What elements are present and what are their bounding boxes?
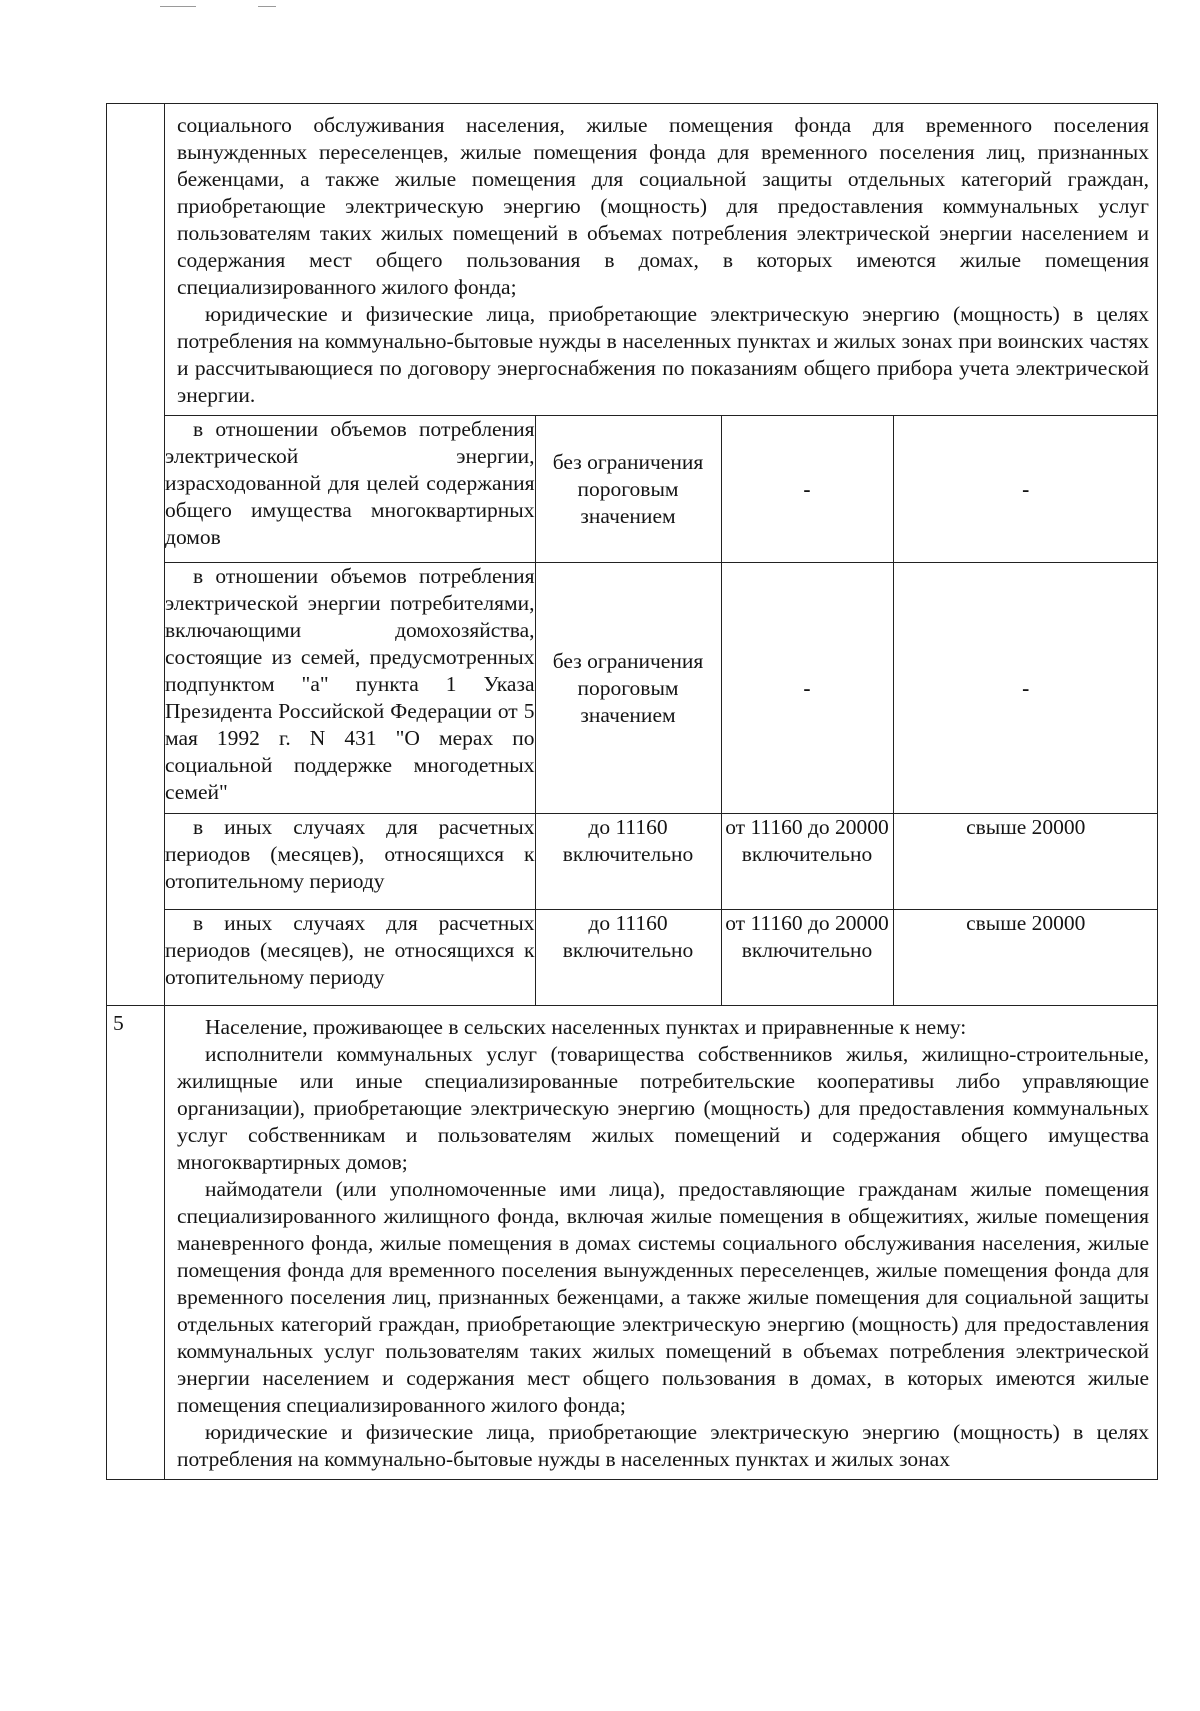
paragraph: наймодатели (или уполномоченные ими лица), предоставляющие гражданам жилые помещения специализированного жилищного фонда, включая жилые помещения в общежитиях, жилые помещения маневренного фонда, жилые помещения в домах системы социального обслуживания населения, жилые помещения фонда для временного поселения вынужденных переселенцев, жилые помещения фонда для временного поселения лиц, признанных беженцами, а также жилые помещения для социальной защиты отдельных категорий граждан, приобретающие электрическую энергию (мощность) для предоставления коммунальных услуг пользователям таких жилых помещений в объемах потребления электрической энергии населением и содержания мест общего пользования в домах, в которых имеются жилые помещения специализированного жилого фонда;: [177, 1176, 1149, 1417]
range2-cell: -: [721, 563, 893, 814]
sub-row-description: в отношении объемов потребления электрической энергии, израсходованной для целей содержания общего имущества многоквартирных домов: [165, 416, 535, 563]
paragraph: исполнители коммунальных услуг (товарищества собственников жилья, жилищно-строительные, жилищные или иные специализированные потребительские кооперативы либо управляющие организации), приобретающие электрическую энергию (мощность) для предоставления коммунальных услуг собственникам и пользователям жилых помещений и содержания общего имущества многоквартирных домов;: [177, 1041, 1149, 1174]
table-row: [165, 416, 1158, 563]
table-row-previous: [107, 104, 1158, 1006]
range3-cell: свыше 20000: [893, 814, 1158, 910]
row-heading: Население, проживающее в сельских населенных пунктах и приравненные к нему:: [205, 1014, 967, 1039]
range1-cell: без ограничения пороговым значением: [535, 563, 721, 814]
range3-cell: -: [893, 563, 1158, 814]
range2-cell: -: [721, 416, 893, 563]
tariff-table: [106, 103, 1158, 1480]
range2-cell: от 11160 до 20000 включительно: [721, 910, 893, 1005]
table-row: [165, 910, 1158, 1005]
row-number-cell: 5: [107, 1005, 165, 1479]
table-row-5: [107, 1005, 1158, 1479]
sub-row-description: в иных случаях для расчетных периодов (месяцев), относящихся к отопительному периоду: [165, 814, 535, 910]
range1-cell: до 11160 включительно: [535, 814, 721, 910]
sub-row-description: в иных случаях для расчетных периодов (месяцев), не относящихся к отопительному периоду: [165, 910, 535, 1005]
scan-artifact-line: [258, 6, 276, 7]
range3-cell: свыше 20000: [893, 910, 1158, 1005]
range3-cell: -: [893, 416, 1158, 563]
paragraph: юридические и физические лица, приобретающие электрическую энергию (мощность) в целях потребления на коммунально-бытовые нужды в населенных пунктах и жилых зонах: [177, 1419, 1149, 1471]
consumer-category-text: [165, 1006, 1157, 1479]
range2-cell: от 11160 до 20000 включительно: [721, 814, 893, 910]
scan-artifact-line: [160, 6, 196, 7]
row-number-cell: [107, 104, 165, 1006]
row-content-cell: [165, 104, 1158, 1006]
range1-cell: без ограничения пороговым значением: [535, 416, 721, 563]
range1-cell: до 11160 включительно: [535, 910, 721, 1005]
paragraph: юридические и физические лица, приобретающие электрическую энергию (мощность) в целях потребления на коммунально-бытовые нужды в населенных пунктах и жилых зонах при воинских частях и рассчитывающиеся по договору энергоснабжения по показаниям общего прибора учета электрической энергии.: [177, 302, 1149, 407]
table-row: [165, 563, 1158, 814]
paragraph: социального обслуживания населения, жилые помещения фонда для временного поселения вынужденных переселенцев, жилые помещения фонда для временного поселения лиц, признанных беженцами, а также жилые помещения для социальной защиты отдельных категорий граждан, приобретающие электрическую энергию (мощность) для предоставления коммунальных услуг пользователям таких жилых помещений в объемах потребления электрической энергии населением и содержания мест общего пользования в домах, в которых имеются жилые помещения специализированного жилого фонда;: [177, 113, 1149, 299]
table-row: [165, 814, 1158, 910]
consumption-ranges-table: [165, 415, 1158, 1005]
consumer-category-text: [165, 104, 1157, 415]
sub-row-description: в отношении объемов потребления электрической энергии потребителями, включающими домохозяйства, состоящие из семей, предусмотренных подпунктом "а" пункта 1 Указа Президента Российской Федерации от 5 мая 1992 г. N 431 "О мерах по социальной поддержке многодетных семей": [165, 563, 535, 814]
row-content-cell: [165, 1005, 1158, 1479]
